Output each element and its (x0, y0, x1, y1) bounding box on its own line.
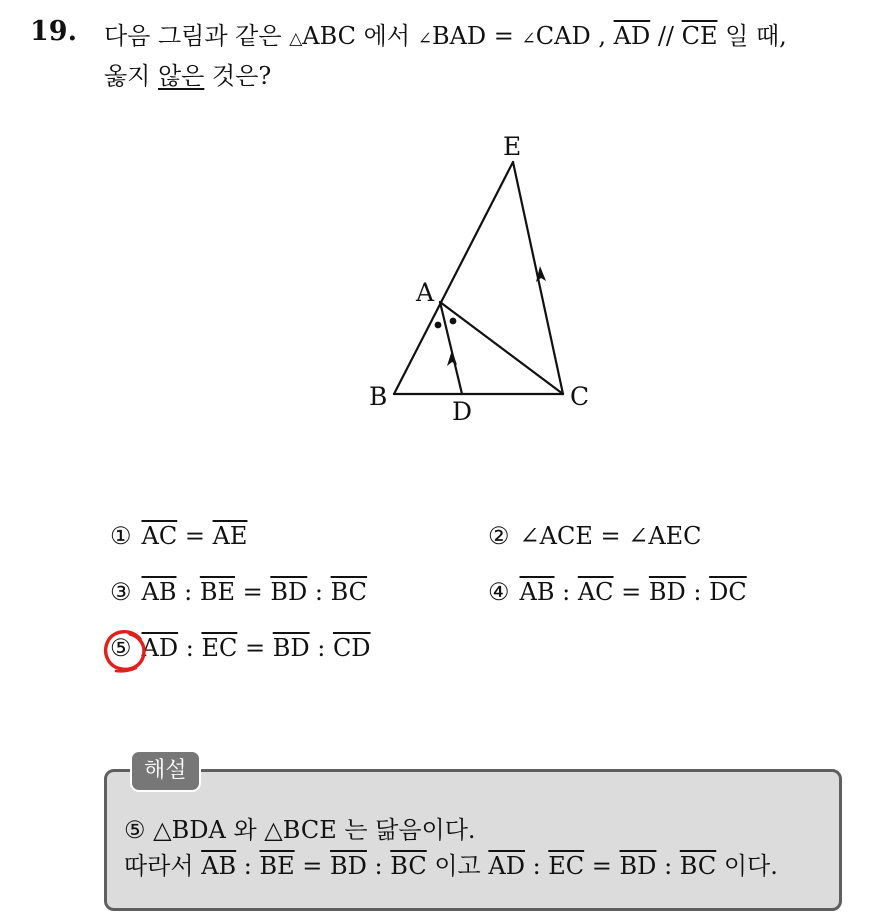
question-line-1 (104, 16, 787, 51)
segment-overline: $\overline{BD}$ (330, 852, 367, 880)
angle-bad: BAD (431, 22, 487, 50)
math-text: BCE 는 닮음이다. (282, 816, 476, 844)
option-mark: ⑤ (110, 634, 132, 662)
label-c: C (570, 382, 590, 411)
option-mark: ① (110, 522, 132, 550)
angle-dot-cad (450, 318, 457, 325)
segment-ad: $\overline{AD}$ (613, 22, 651, 50)
angle-cad: CAD (535, 22, 591, 50)
segment-overline: $\overline{AE}$ (212, 522, 248, 550)
segment-overline: $\overline{BC}$ (330, 578, 368, 606)
segment-overline: $\overline{AD}$ (141, 634, 179, 662)
segment-overline: $\overline{BE}$ (259, 852, 295, 880)
question-text-post: 것은? (204, 62, 272, 90)
math-text: ⑤ (124, 816, 154, 844)
math-text: : (236, 852, 260, 880)
label-a: A (416, 278, 435, 307)
equals-sign: = (486, 22, 522, 50)
math-text: : (307, 578, 331, 606)
option-expression (142, 634, 371, 662)
math-text: = (234, 578, 271, 606)
math-text: 이고 (426, 852, 489, 880)
triangle-name: ABC (302, 22, 357, 50)
math-text: = (294, 852, 331, 880)
segment-overline: $\overline{DC}$ (709, 578, 747, 606)
option-expression (142, 578, 368, 606)
angle-symbol: ∠ (521, 29, 536, 49)
math-text: : (554, 578, 578, 606)
segment-overline: $\overline{BD}$ (272, 634, 310, 662)
option-mark: ② (488, 522, 510, 550)
question-number: 19. (30, 16, 77, 47)
segment-overline: $\overline{AC}$ (141, 522, 178, 550)
segment-overline: $\overline{BD}$ (648, 578, 686, 606)
question-text-mid: 에서 (356, 22, 418, 50)
option-2[interactable] (488, 522, 702, 550)
math-text: BDA 와 (171, 816, 265, 844)
option-4[interactable] (488, 578, 747, 606)
segment-overline: $\overline{CD}$ (332, 634, 371, 662)
solution-tag: 해설 (130, 750, 201, 792)
math-text: = (613, 578, 649, 606)
math-text: : (309, 634, 333, 662)
segment-overline: $\overline{AB}$ (201, 852, 237, 880)
label-d: D (452, 397, 473, 426)
segment-overline: $\overline{BD}$ (619, 852, 657, 880)
math-text: : (524, 852, 549, 880)
label-b: B (369, 382, 388, 411)
segment-overline: $\overline{BD}$ (270, 578, 308, 606)
parallel-symbol: // (650, 22, 682, 50)
math-text: = (237, 634, 273, 662)
option-3[interactable] (110, 578, 367, 606)
option-expression (520, 522, 702, 550)
segment-overline: $\overline{AB}$ (141, 578, 177, 606)
label-e: E (503, 132, 522, 161)
math-text: = (584, 852, 620, 880)
question-text-pre: 옳지 (104, 62, 158, 90)
angle-dot-bad (435, 322, 442, 329)
math-text: : (176, 578, 200, 606)
emphasis-not: 않은 (158, 62, 205, 90)
math-text: : (178, 634, 202, 662)
segment-overline: $\overline{AB}$ (519, 578, 555, 606)
question-text-pre: 다음 그림과 같은 (104, 22, 290, 50)
math-text: △ (153, 816, 172, 844)
math-text: : (656, 852, 680, 880)
math-text: ∠ACE = ∠AEC (519, 522, 702, 550)
option-1[interactable] (110, 522, 247, 550)
answer-circle-mark (100, 625, 150, 675)
option-mark: ④ (488, 578, 510, 606)
option-expression (520, 578, 747, 606)
triangle-figure (360, 128, 610, 428)
segment-overline: $\overline{EC}$ (548, 852, 585, 880)
math-text: : (685, 578, 710, 606)
math-text: = (177, 522, 213, 550)
segment-overline: $\overline{AC}$ (577, 578, 614, 606)
math-text: △ (264, 816, 283, 844)
math-text: : (366, 852, 391, 880)
math-text: 이다. (716, 852, 778, 880)
option-expression (142, 522, 248, 550)
question-text-post: 일 때, (717, 22, 787, 50)
segment-overline: $\overline{EC}$ (201, 634, 238, 662)
question-line-2 (104, 56, 271, 91)
segment-overline: $\overline{BE}$ (199, 578, 235, 606)
option-mark: ③ (110, 578, 132, 606)
segment-overline: $\overline{BC}$ (679, 852, 717, 880)
angle-symbol: ∠ (417, 29, 432, 49)
segment-overline: $\overline{AD}$ (488, 852, 525, 880)
solution-line-2 (124, 846, 778, 881)
comma: , (590, 22, 614, 50)
segment-overline: $\overline{BC}$ (390, 852, 427, 880)
arrow-head-ad (447, 350, 457, 366)
solution-line-1 (124, 810, 476, 845)
math-text: 따라서 (124, 852, 202, 880)
segment-ce: $\overline{CE}$ (681, 22, 718, 50)
triangle-symbol: △ (289, 29, 303, 49)
